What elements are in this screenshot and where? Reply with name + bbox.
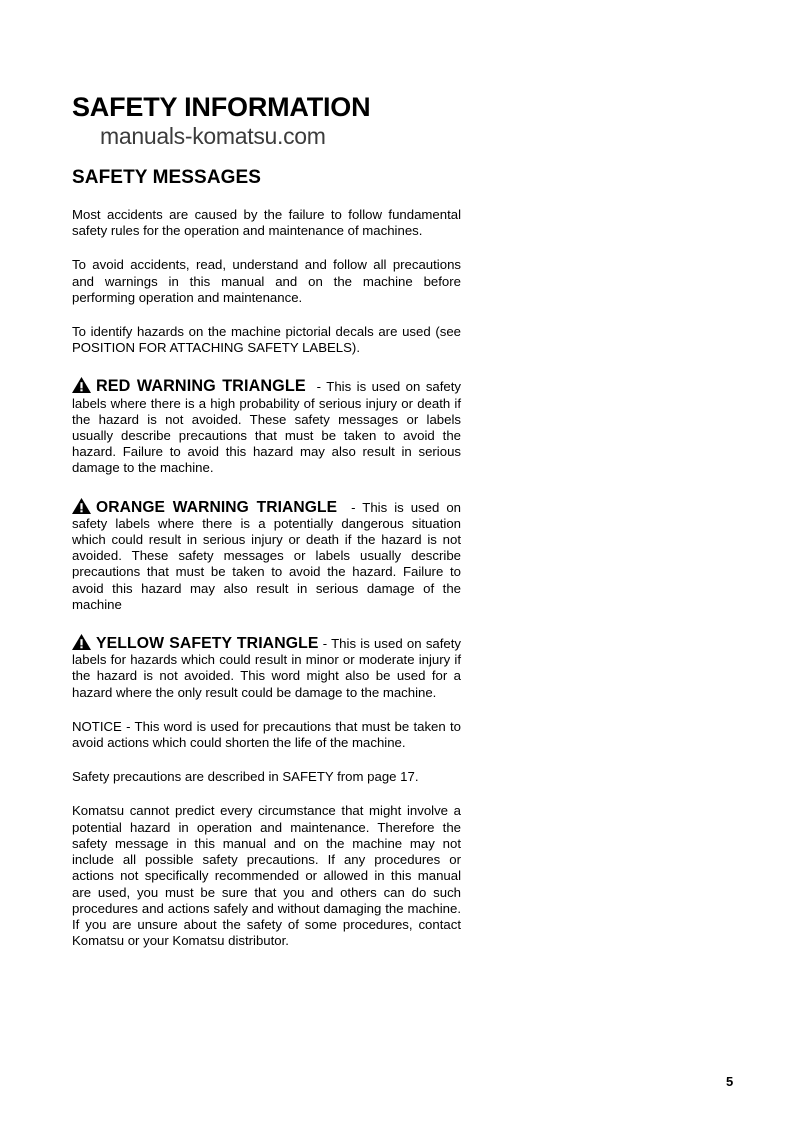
warning-orange-label: ORANGE WARNING TRIANGLE (96, 498, 338, 516)
paragraph-notice: NOTICE - This word is used for precautions that must be taken to avoid actions which could shorten the life of the machine. (72, 718, 461, 751)
warning-orange-text (72, 498, 461, 613)
warning-orange-lead: - This is used on (351, 499, 461, 515)
warning-yellow-label: YELLOW SAFETY TRIANGLE (96, 635, 319, 653)
warning-triangle-icon (72, 377, 91, 393)
warning-red-lead: - This is used on safety (316, 379, 461, 395)
page-number: 5 (726, 1074, 734, 1089)
paragraph-identify-hazards: To identify hazards on the machine pictorial decals are used (see POSITION FOR ATTACHING SAFETY LABELS). (72, 324, 461, 356)
paragraph-avoid-accidents: To avoid accidents, read, understand and follow all precautions and warnings in this manual and on the machine before performing operation and maintenance. (72, 257, 461, 305)
paragraph-closing: Komatsu cannot predict every circumstance that might involve a potential hazard in operation and maintenance. Therefore the safety message in this manual and on the machine may not include all possible safety precautions. If any procedures or actions not specifically recommended or allowed in this manual are used, you must be sure that you and others can do such procedures and actions safely and without damaging the machine. If you are unsure about the safety of some procedures, contact Komatsu or your Komatsu distributor. (72, 803, 461, 949)
warning-yellow-body: safety labels for hazards which could result in minor or moderate injury if the hazard is not avoided. This word might also be used for a hazard where the only result could be damage to the machine. (72, 636, 462, 700)
warning-red-label: RED WARNING TRIANGLE (96, 377, 306, 396)
watermark-text: manuals-komatsu.com (100, 123, 326, 149)
warning-block-orange (72, 498, 461, 613)
warning-yellow-text (72, 634, 461, 701)
warning-red-text (72, 377, 461, 476)
paragraph-reference: Safety precautions are described in SAFETY from page 17. (72, 769, 419, 785)
warning-block-red (72, 377, 461, 476)
section-heading: SAFETY MESSAGES (72, 167, 262, 188)
warning-yellow-lead: - This is used on (322, 636, 422, 652)
warning-triangle-icon (72, 634, 91, 650)
warning-block-yellow (72, 634, 461, 701)
warning-triangle-icon (72, 498, 91, 514)
warning-orange-body: safety labels where there is a potentially dangerous situation which could result in serious injury or death if the hazard is not avoided. These safety messages or labels usually describe precautions that must be taken to avoid the hazard. Failure to avoid this hazard may also result in serious damage of the machine (72, 515, 461, 612)
page-content (72, 92, 462, 949)
warning-red-body: labels where there is a high probability of serious injury or death if the hazard is not avoided. These safety messages or labels usually describe precautions that must be taken to avoid the hazard. Failure to avoid this hazard may also result in serious damage to the machine. (72, 395, 461, 476)
paragraph-intro: Most accidents are caused by the failure to follow fundamental safety rules for the operation and maintenance of machines. (72, 207, 461, 239)
page-title: SAFETY INFORMATION (72, 92, 371, 122)
